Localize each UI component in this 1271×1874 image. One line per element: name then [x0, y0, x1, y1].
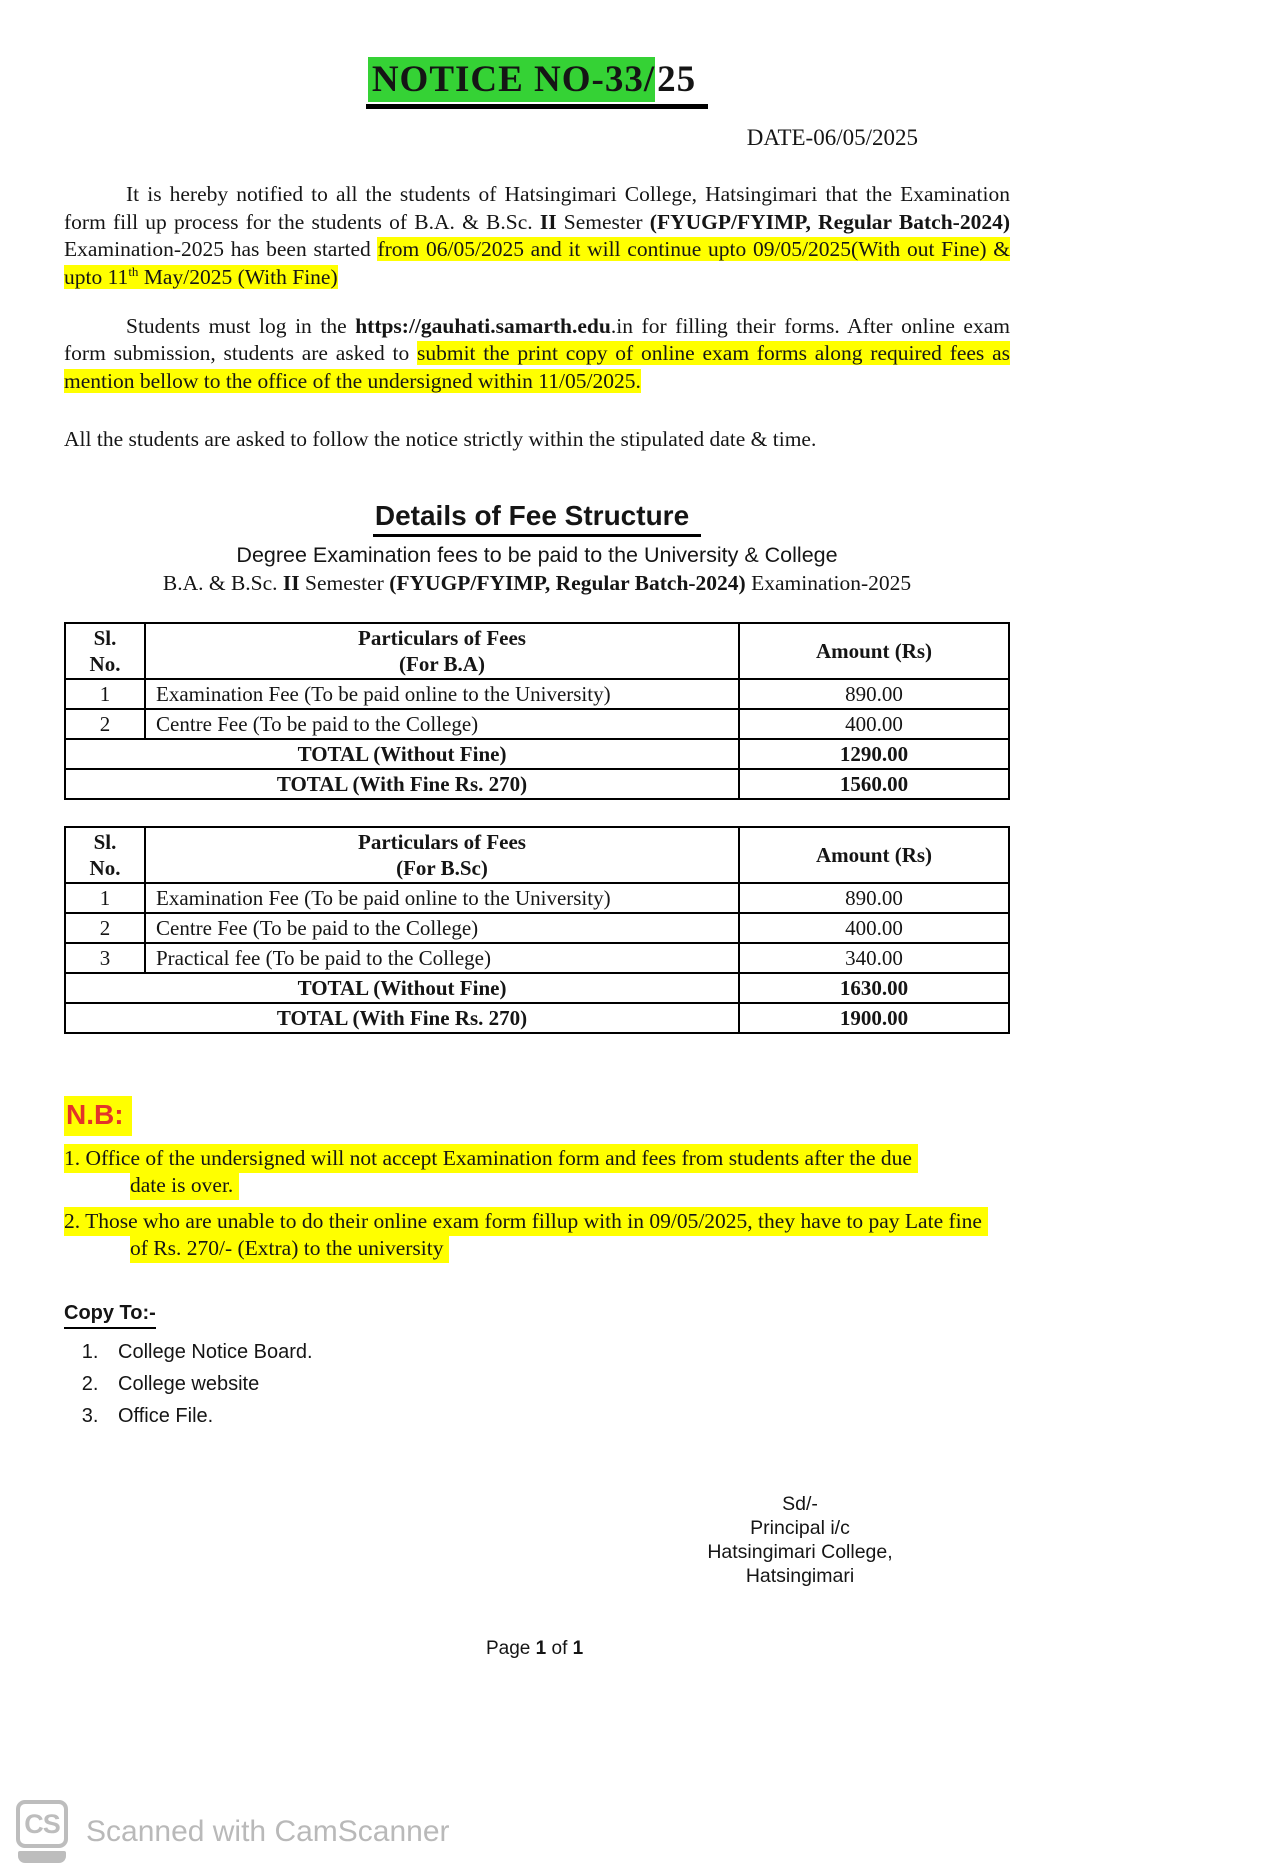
total-row — [65, 739, 1009, 769]
notice-title-row — [64, 0, 1010, 109]
highlight-text: from 06/05/2025 and it will continue upto 09/05/2025(With out Fine) & upto 11 — [64, 237, 1010, 289]
total-row — [65, 973, 1009, 1003]
cell-amount: 400.00 — [739, 709, 1009, 739]
cell-particulars: Centre Fee (To be paid to the College) — [145, 709, 739, 739]
notice-date: DATE-06/05/2025 — [746, 125, 918, 150]
nb-note-text: 1. Office of the undersigned will not accept Examination form and fees from students after the due — [64, 1144, 918, 1173]
cell-particulars: Examination Fee (To be paid online to the University) — [145, 883, 739, 913]
camscanner-icon — [16, 1800, 68, 1863]
highlight-text: May/2025 (With Fine) — [138, 264, 338, 289]
camscanner-icon-base — [18, 1851, 66, 1863]
total-label: TOTAL (Without Fine) — [65, 739, 739, 769]
copy-to-section — [64, 1302, 1010, 1428]
fee-subheading-2 — [64, 571, 1010, 596]
header-sl-line2: No. — [89, 651, 121, 676]
total-amount: 1290.00 — [739, 739, 1009, 769]
table-header-row — [65, 623, 1009, 679]
fee-subheading-1: Degree Examination fees to be paid to the University & College — [236, 542, 838, 567]
nb-note-line — [130, 1235, 1010, 1262]
nb-note-text: of Rs. 270/- (Extra) to the university — [130, 1234, 449, 1263]
nb-label: N.B: — [64, 1096, 132, 1136]
compliance-paragraph: All the students are asked to follow the notice strictly within the stipulated date & time. — [64, 427, 817, 451]
total-label: TOTAL (With Fine Rs. 270) — [65, 1003, 739, 1033]
submission-highlight: submit the print copy of online exam forms along required fees as mention bellow to the office of the undersigned within 11/05/2025. — [64, 341, 1010, 393]
intro-paragraph — [64, 181, 1010, 291]
cell-particulars: Practical fee (To be paid to the College) — [145, 943, 739, 973]
sub2-bold: (FYUGP/FYIMP, Regular Batch-2024) — [389, 570, 746, 595]
table-row — [65, 943, 1009, 973]
signature-place: Hatsingimari — [745, 1564, 855, 1587]
sub2-text: Semester — [299, 570, 390, 595]
fee-structure-heading-row — [64, 500, 1010, 537]
bsc-fee-table — [64, 826, 1010, 1034]
nb-note-text: date is over. — [130, 1171, 239, 1200]
header-amount: Amount (Rs) — [739, 827, 1009, 883]
intro-text: Semester — [556, 209, 650, 234]
nb-note-2 — [64, 1208, 1010, 1262]
cell-sl: 2 — [65, 913, 145, 943]
nb-note-1 — [64, 1145, 1010, 1199]
nb-section — [64, 1096, 1010, 1262]
copy-to-item: 2. College website — [104, 1373, 1010, 1396]
notice-title-highlighted: NOTICE NO-33/ — [368, 57, 655, 102]
header-particulars — [145, 623, 739, 679]
ba-fee-table — [64, 622, 1010, 800]
intro-text: It is hereby notified to all the students of Hatsingimari College, Hatsingimari that the Examination form fill up process for the students of B.A. & B.Sc. — [64, 182, 1010, 234]
header-part-line1: Particulars of Fees — [358, 625, 526, 650]
header-particulars — [145, 827, 739, 883]
nb-note-line — [130, 1172, 1010, 1199]
header-part-line2: (For B.A) — [399, 651, 485, 676]
copy-to-item: 1. College Notice Board. — [104, 1341, 1010, 1364]
cell-amount: 340.00 — [739, 943, 1009, 973]
header-sl — [65, 623, 145, 679]
header-part-line1: Particulars of Fees — [358, 829, 526, 854]
total-row — [65, 1003, 1009, 1033]
header-amount: Amount (Rs) — [739, 623, 1009, 679]
total-amount: 1900.00 — [739, 1003, 1009, 1033]
table-row — [65, 883, 1009, 913]
table-row — [65, 913, 1009, 943]
sub2-text: B.A. & B.Sc. — [162, 570, 283, 595]
notice-title-rest: 25 — [657, 59, 697, 100]
superscript-th: th — [128, 263, 139, 279]
cell-particulars: Examination Fee (To be paid online to the University) — [145, 679, 739, 709]
camscanner-footer — [16, 1800, 450, 1863]
cell-particulars: Centre Fee (To be paid to the College) — [145, 913, 739, 943]
nb-note-text: 2. Those who are unable to do their online exam form fillup with in 09/05/2025, they have to pay Late fine — [64, 1207, 988, 1236]
total-label: TOTAL (With Fine Rs. 270) — [65, 769, 739, 799]
cell-amount: 890.00 — [739, 883, 1009, 913]
signature-college: Hatsingimari College, — [707, 1540, 893, 1563]
header-sl — [65, 827, 145, 883]
page-number-prefix: Page — [486, 1637, 536, 1659]
table-header-row — [65, 827, 1009, 883]
cell-sl: 1 — [65, 679, 145, 709]
page-number-current: 1 — [535, 1637, 547, 1659]
login-paragraph — [64, 313, 1010, 396]
header-sl-line1: Sl. — [93, 625, 117, 650]
table-row — [65, 679, 1009, 709]
fee-structure-heading: Details of Fee Structure — [373, 500, 701, 537]
copy-to-label: Copy To:- — [64, 1302, 156, 1329]
sub2-text: Examination-2025 — [745, 570, 912, 595]
document-content — [64, 0, 1010, 1660]
header-sl-line2: No. — [89, 855, 121, 880]
portal-url: https://gauhati.samarth.edu — [355, 313, 611, 338]
header-part-line2: (For B.Sc) — [396, 855, 488, 880]
total-amount: 1630.00 — [739, 973, 1009, 1003]
sub2-bold: II — [282, 570, 300, 595]
table-row — [65, 709, 1009, 739]
copy-to-list — [104, 1341, 1010, 1428]
signature-block — [650, 1492, 950, 1588]
camscanner-icon-letters: CS — [16, 1800, 68, 1848]
semester-bold: II — [539, 209, 557, 234]
cell-amount: 890.00 — [739, 679, 1009, 709]
login-text: Students must log in the — [126, 313, 356, 338]
cell-amount: 400.00 — [739, 913, 1009, 943]
total-amount: 1560.00 — [739, 769, 1009, 799]
total-label: TOTAL (Without Fine) — [65, 973, 739, 1003]
copy-to-item: 3. Office File. — [104, 1405, 1010, 1428]
notice-title — [366, 58, 708, 109]
nb-note-line — [64, 1145, 1010, 1172]
nb-note-line — [64, 1208, 1010, 1235]
signature-designation: Principal i/c — [750, 1516, 850, 1539]
batch-bold: (FYUGP/FYIMP, Regular Batch-2024) — [649, 209, 1010, 234]
intro-text: Examination-2025 has been started — [64, 237, 378, 261]
header-sl-line1: Sl. — [93, 829, 117, 854]
total-row — [65, 769, 1009, 799]
page-number-total: 1 — [572, 1637, 584, 1659]
camscanner-watermark: Scanned with CamScanner — [86, 1814, 450, 1848]
signature-sd: Sd/- — [782, 1492, 818, 1515]
page-number — [486, 1638, 1010, 1660]
cell-sl: 3 — [65, 943, 145, 973]
page-number-mid: of — [546, 1637, 573, 1659]
cell-sl: 2 — [65, 709, 145, 739]
login-text: .in for filling their forms. After online exam form submission, students are asked to — [64, 313, 1010, 365]
cell-sl: 1 — [65, 883, 145, 913]
